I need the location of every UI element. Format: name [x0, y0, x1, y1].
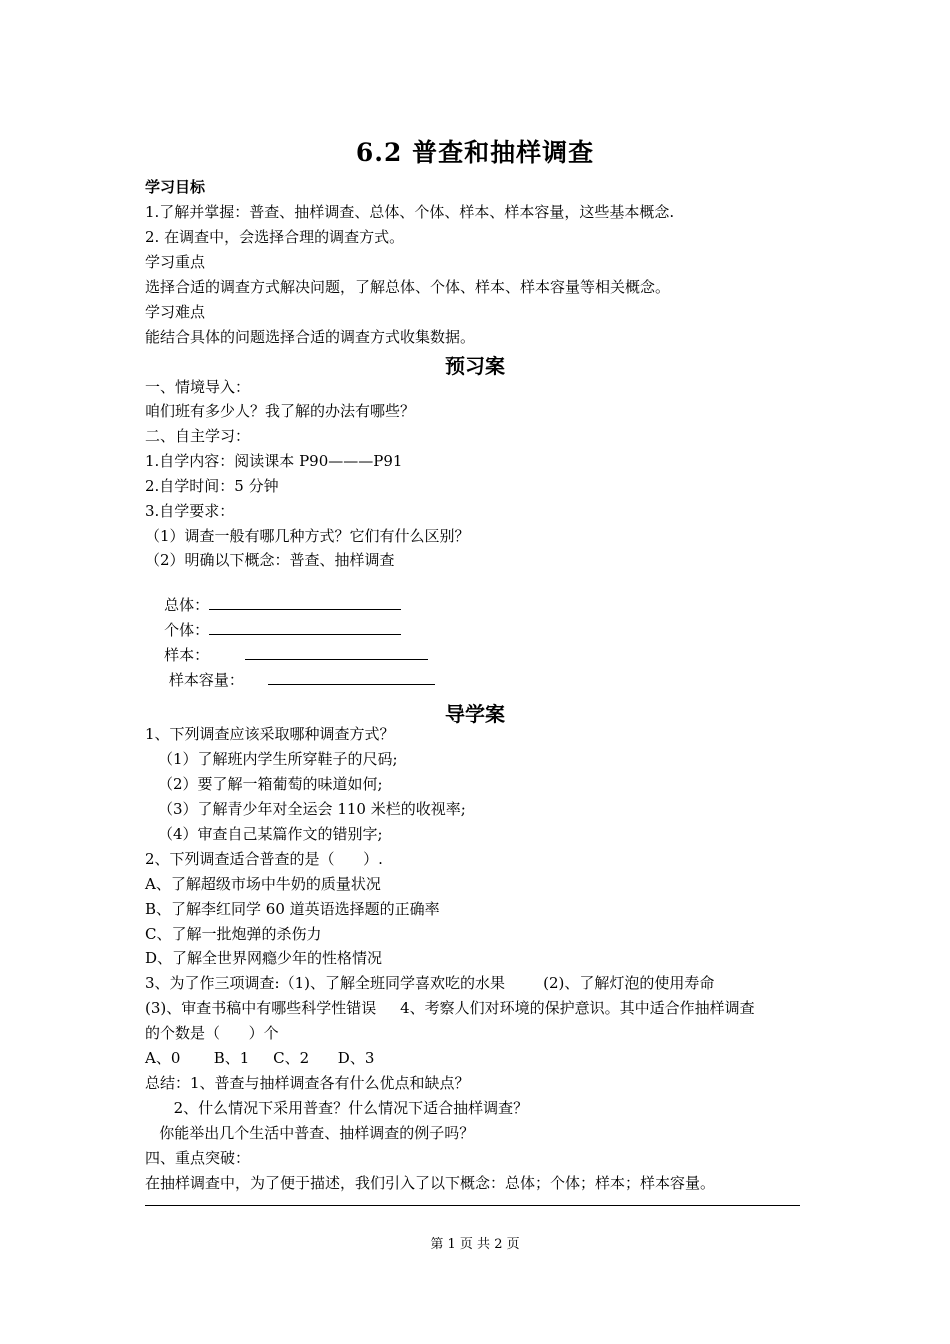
question-1-item-4: （4）审查自己某篇作文的错别字;: [158, 825, 383, 843]
goals-heading: 学习目标: [145, 178, 206, 196]
difficulty-heading: 学习难点: [145, 303, 206, 321]
focus-heading: 学习重点: [145, 253, 206, 271]
focus-text: 选择合适的调查方式解决问题，了解总体、个体、样本、样本容量等相关概念。: [145, 278, 671, 296]
page-title: 6.2 普查和抽样调查: [355, 138, 595, 167]
page-footer: 第 1 页 共 2 页: [430, 1237, 520, 1252]
question-2-option-d: D、了解全世界网瘾少年的性格情况: [145, 949, 383, 967]
question-3-line-2: (3)、审查书稿中有哪些科学性错误 4、考察人们对环境的保护意识。其中适合作抽样调查: [145, 999, 755, 1017]
intro-text: 咱们班有多少人？我了解的办法有哪些？: [145, 402, 416, 420]
intro-heading: 一、情境导入：: [145, 378, 251, 396]
summary-1: 总结：1、普查与抽样调查各有什么优点和缺点？: [145, 1074, 470, 1092]
total-label: 总体：: [164, 596, 210, 614]
goals-item-1: 1.了解并掌握：普查、抽样调查、总体、个体、样本、样本容量，这些基本概念.: [145, 203, 675, 221]
preview-title: 预习案: [445, 354, 505, 378]
summary-3: 你能举出几个生活中普查、抽样调查的例子吗？: [145, 1124, 475, 1142]
self-study-time: 2.自学时间：5 分钟: [145, 477, 279, 495]
summary-2: 2、什么情况下采用普查？什么情况下适合抽样调查？: [145, 1099, 529, 1117]
sample-label: 样本：: [164, 646, 210, 664]
requirement-2: （2）明确以下概念：普查、抽样调查: [145, 551, 395, 569]
self-study-heading: 二、自主学习：: [145, 427, 251, 445]
question-1-item-3: （3）了解青少年对全运会 110 米栏的收视率;: [158, 800, 466, 818]
key-points-text: 在抽样调查中，为了便于描述，我们引入了以下概念：总体；个体；样本；样本容量。: [145, 1174, 716, 1192]
footer-divider: [145, 1205, 800, 1206]
question-3-line-1: 3、为了作三项调查:（1)、了解全班同学喜欢吃的水果 (2)、了解灯泡的使用寿命: [145, 974, 715, 992]
question-2-option-c: C、了解一批炮弹的杀伤力: [145, 925, 322, 943]
question-2-option-a: A、了解超级市场中牛奶的质量状况: [145, 875, 381, 893]
requirement-1: （1）调查一般有哪几种方式？它们有什么区别？: [145, 527, 470, 545]
individual-label: 个体：: [164, 621, 210, 639]
question-1: 1、下列调查应该采取哪种调查方式？: [145, 725, 395, 743]
difficulty-text: 能结合具体的问题选择合适的调查方式收集数据。: [145, 328, 476, 346]
key-points-heading: 四、重点突破：: [145, 1149, 251, 1167]
guide-title: 导学案: [445, 702, 505, 726]
question-2-option-b: B、了解李红同学 60 道英语选择题的正确率: [145, 900, 440, 918]
question-3-line-3: 的个数是（ ）个: [145, 1024, 279, 1042]
self-study-content: 1.自学内容：阅读课本 P90———P91: [145, 452, 403, 470]
question-1-item-2: （2）要了解一箱葡萄的味道如何;: [158, 775, 383, 793]
question-3-options: A、0 B、1 C、2 D、3: [145, 1049, 375, 1067]
sample-size-label: 样本容量：: [164, 671, 244, 689]
goals-item-2: 2. 在调查中，会选择合理的调查方式。: [145, 228, 405, 246]
question-1-item-1: （1）了解班内学生所穿鞋子的尺码;: [158, 750, 398, 768]
question-2: 2、下列调查适合普查的是（ ）.: [145, 850, 383, 868]
self-study-requirements: 3.自学要求：: [145, 502, 235, 520]
sample-size-blank[interactable]: [268, 670, 435, 685]
